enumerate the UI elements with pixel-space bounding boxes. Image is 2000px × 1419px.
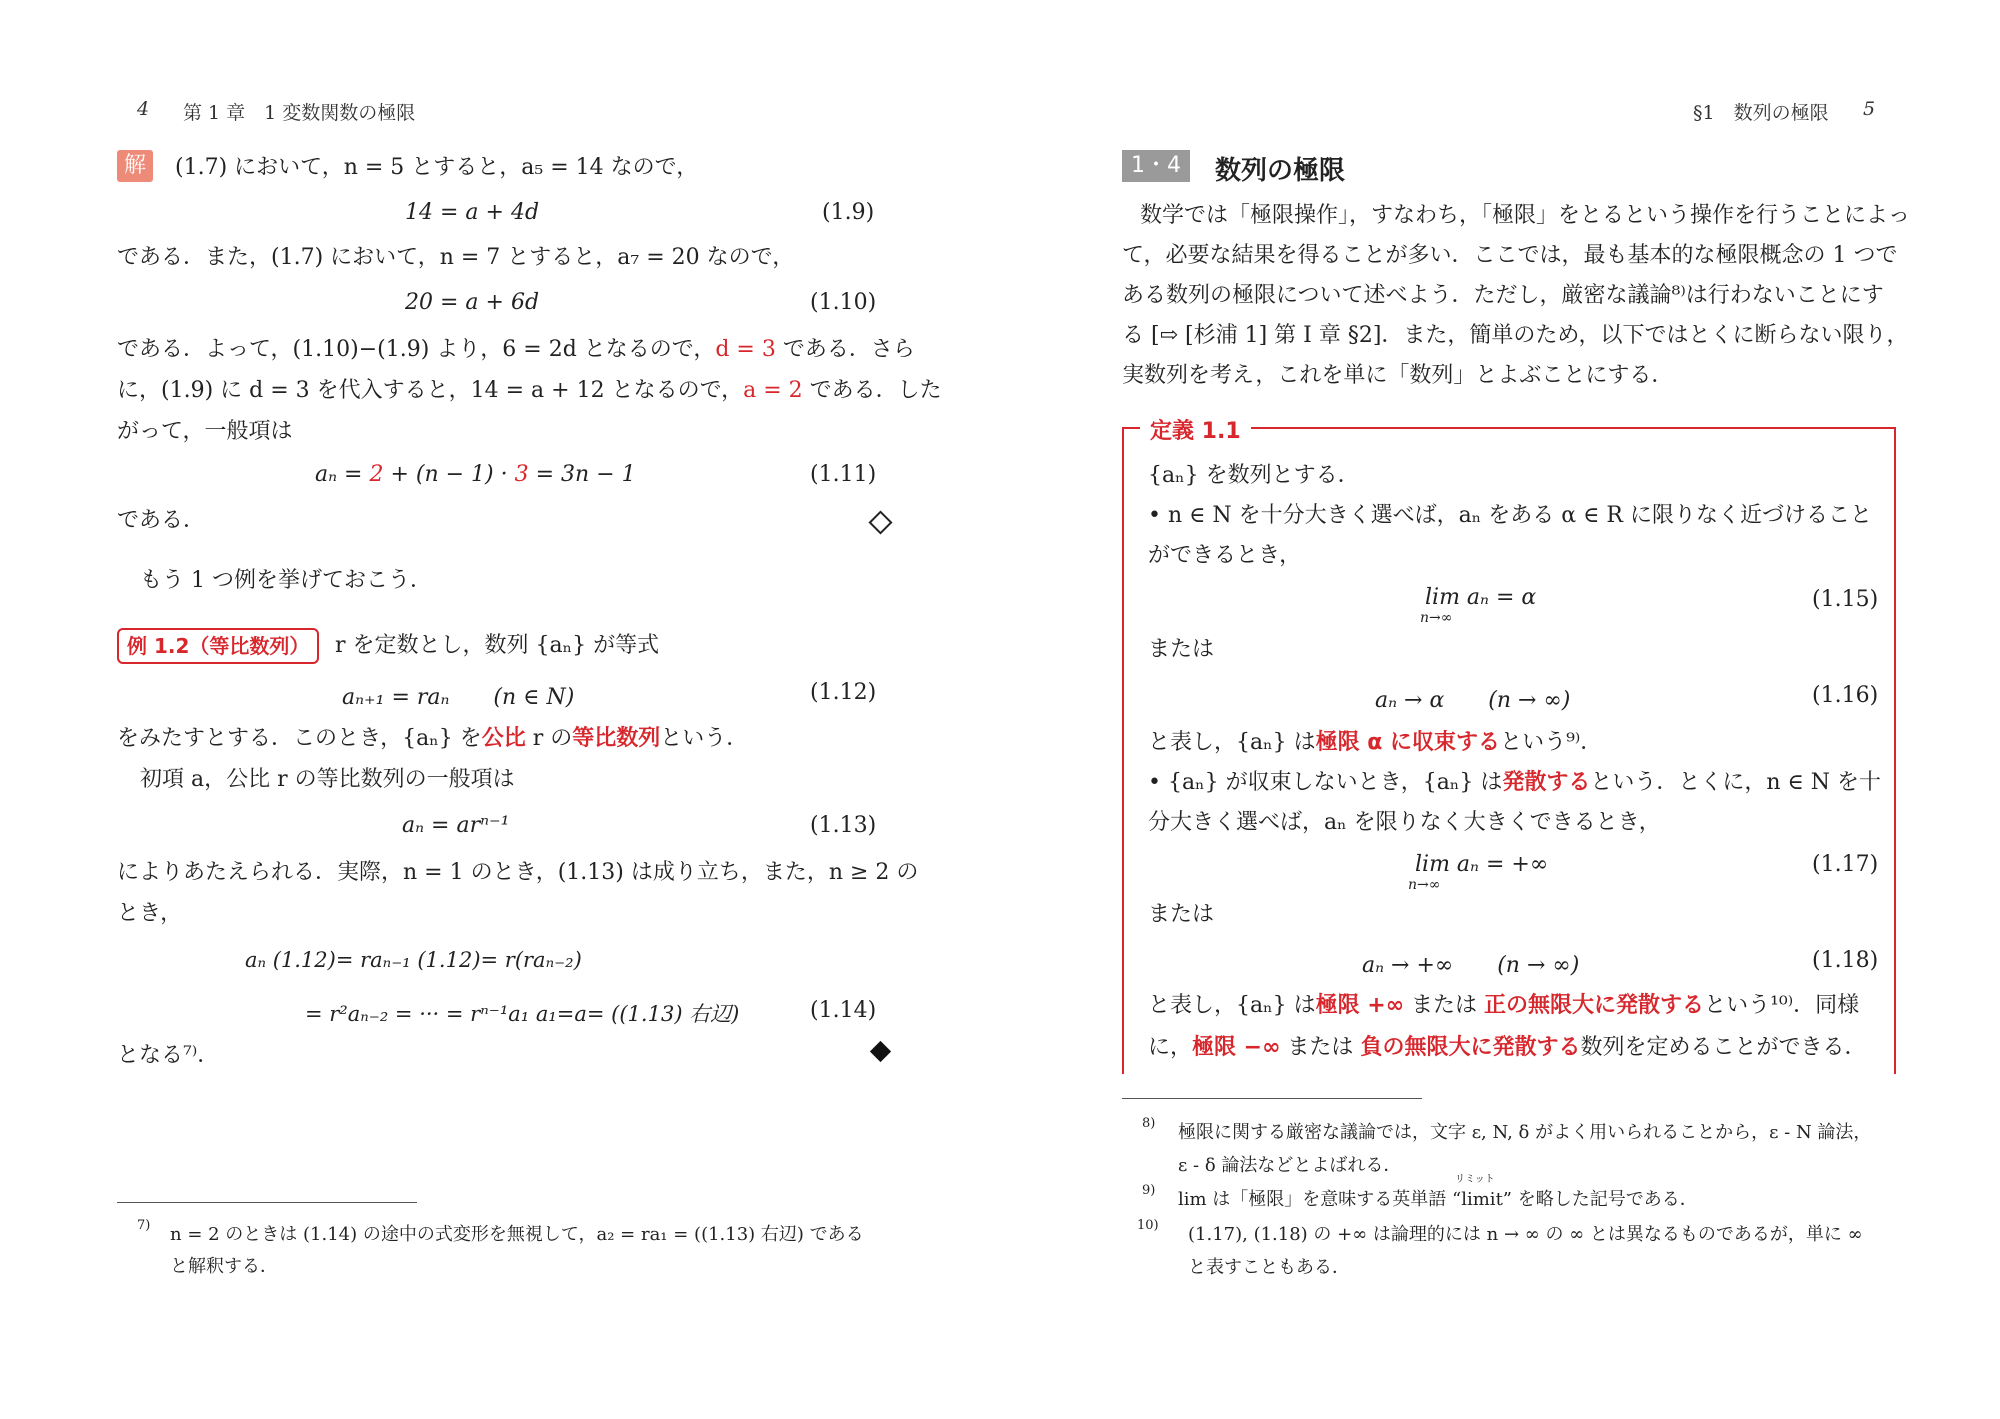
body-text: ができるとき， [1148,543,1302,568]
body-text: もう 1 つ例を挙げておこう． [140,568,432,593]
equation-number: (1.15) [1812,587,1879,612]
body-text: (1.7) において，n = 5 とすると，a₅ = 14 なので， [175,155,699,180]
equation: 20 = a + 6d [405,290,540,315]
equation-number: (1.9) [822,200,875,225]
body-text: ある数列の極限について述べよう．ただし，厳密な議論⁸⁾は行わないことにす [1122,283,1884,308]
running-header: §1 数列の極限 [1693,102,1829,124]
body-text: る [⇨ [杉浦 1] 第 I 章 §2]．また，簡単のため，以下ではとくに断らない限り， [1122,323,1909,348]
limit-subscript: n→∞ [1420,610,1453,626]
solution-badge: 解 [117,150,153,182]
definition-title: 定義 1.1 [1140,414,1251,445]
body-text: と表し，{aₙ} は極限 +∞ または 正の無限大に発散するという¹⁰⁾．同様 [1148,993,1860,1018]
end-of-solution-mark [868,510,892,534]
footnote-text: と解釈する． [170,1256,278,1277]
term-highlight: 公比 [481,726,526,751]
ruby-annotation: リミット [1455,1174,1495,1185]
body-text: によりあたえられる．実際，n = 1 のとき，(1.13) は成り立ち，また，n ≥ 2 の [117,860,919,885]
footnote-text: 極限に関する厳密な議論では，文字 ε, N, δ がよく用いられることから，ε - N 論法， [1178,1122,1872,1143]
page-number: 5 [1863,98,1876,120]
equation-number: (1.16) [1812,683,1879,708]
body-text: である．また，(1.7) において，n = 7 とすると，a₇ = 20 なので， [117,245,795,270]
footnote-number: 8) [1142,1116,1156,1131]
footnote-text: ε - δ 論法などとよばれる． [1178,1155,1402,1176]
body-text: {aₙ} を数列とする． [1148,463,1360,488]
body-text: に，極限 −∞ または 負の無限大に発散する数列を定めることができる． [1148,1035,1867,1060]
footnote-rule [117,1202,417,1203]
body-text: または [1148,637,1215,662]
highlight: a = 2 [743,378,803,403]
body-text: て，必要な結果を得ることが多い．ここでは，最も基本的な極限概念の 1 つで [1122,243,1898,268]
term-highlight: 等比数列 [572,726,661,751]
body-text: r を定数とし，数列 {aₙ} が等式 [335,633,660,658]
body-text: に，(1.9) に d = 3 を代入すると，14 = a + 12 となるので，a = 2 である．した [117,378,942,403]
equation-number: (1.11) [810,462,877,487]
example-label: 例 1.2（等比数列） [117,628,319,664]
limit-subscript: n→∞ [1408,877,1441,893]
footnote-number: 10) [1137,1218,1159,1233]
section-number-badge: 1・4 [1122,150,1190,182]
body-text: • n ∈ N を十分大きく選べば，aₙ をある α ∈ R に限りなく近づけること [1148,503,1872,528]
running-header: 第 1 章 1 変数関数の極限 [183,102,416,124]
body-text: • {aₙ} が収束しないとき，{aₙ} は発散するという．とくに，n ∈ N を十 [1148,770,1882,795]
footnote-number: 7) [137,1218,151,1233]
body-text: または [1148,902,1215,927]
section-title: 数列の極限 [1215,156,1346,186]
body-text: をみたすとする．このとき，{aₙ} を公比 r の等比数列という． [117,726,749,751]
term-highlight: 負の無限大に発散する [1360,1035,1581,1060]
right-page [1000,0,2000,1419]
footnote-text: (1.17), (1.18) の +∞ は論理的には n → ∞ の ∞ とは異なるものであるが，単に ∞ [1188,1224,1863,1245]
equation: lim aₙ = α [1425,585,1537,610]
body-text: がって，一般項は [117,419,293,444]
term-highlight: 極限 −∞ [1192,1035,1281,1060]
body-text: となる⁷⁾． [117,1043,220,1068]
body-text: 実数列を考え，これを単に「数列」とよぶことにする． [1122,363,1674,388]
equation-number: (1.14) [810,998,877,1023]
term-highlight: 極限 +∞ [1315,993,1405,1018]
end-of-example-mark [870,1041,891,1062]
equation: = r²aₙ₋₂ = ··· = rⁿ⁻¹a₁ a₁=a= ((1.13) 右辺) [305,1002,740,1026]
highlight: d = 3 [715,337,776,362]
equation: aₙ₊₁ = raₙ (n ∈ N) [342,685,575,710]
footnote-text: と表すこともある． [1188,1257,1350,1278]
footnote-number: 9) [1142,1183,1156,1198]
equation: 14 = a + 4d [405,200,540,225]
equation-number: (1.18) [1812,948,1879,973]
equation-number: (1.17) [1812,852,1879,877]
footnote-text: n = 2 のときは (1.14) の途中の式変形を無視して，a₂ = ra₁ = ((1.13) 右辺) である [170,1224,864,1245]
equation: aₙ (1.12)= raₙ₋₁ (1.12)= r(raₙ₋₂) [245,948,582,972]
term-highlight: 発散する [1502,770,1591,795]
equation: aₙ = arⁿ⁻¹ [402,813,510,838]
equation: aₙ → α (n → ∞) [1375,688,1571,713]
body-text: 数学では「極限操作」，すなわち，「極限」をとるという操作を行うことによっ [1140,203,1911,228]
body-text: である．よって，(1.10)−(1.9) より，6 = 2d となるので，d = 3 である．さら [117,337,915,362]
term-highlight: 極限 α に収束する [1315,730,1501,755]
body-text: と表し，{aₙ} は極限 α に収束するという⁹⁾． [1148,730,1603,755]
body-text: 分大きく選べば，aₙ を限りなく大きくできるとき， [1148,810,1661,835]
page-number: 4 [137,98,150,120]
body-text: とき， [117,901,183,926]
equation: lim aₙ = +∞ [1415,852,1549,877]
body-text: である． [117,508,206,533]
body-text: 初項 a，公比 r の等比数列の一般項は [140,767,515,792]
equation-number: (1.10) [810,290,877,315]
equation: aₙ = 2 + (n − 1) · 3 = 3n − 1 [315,462,636,487]
equation-number: (1.13) [810,813,877,838]
footnote-text: lim は「極限」を意味する英単語 “limit” を略した記号である． [1178,1189,1698,1210]
term-highlight: 正の無限大に発散する [1484,993,1705,1018]
footnote-rule [1122,1098,1422,1099]
equation-number: (1.12) [810,680,877,705]
equation: aₙ → +∞ (n → ∞) [1362,953,1580,978]
